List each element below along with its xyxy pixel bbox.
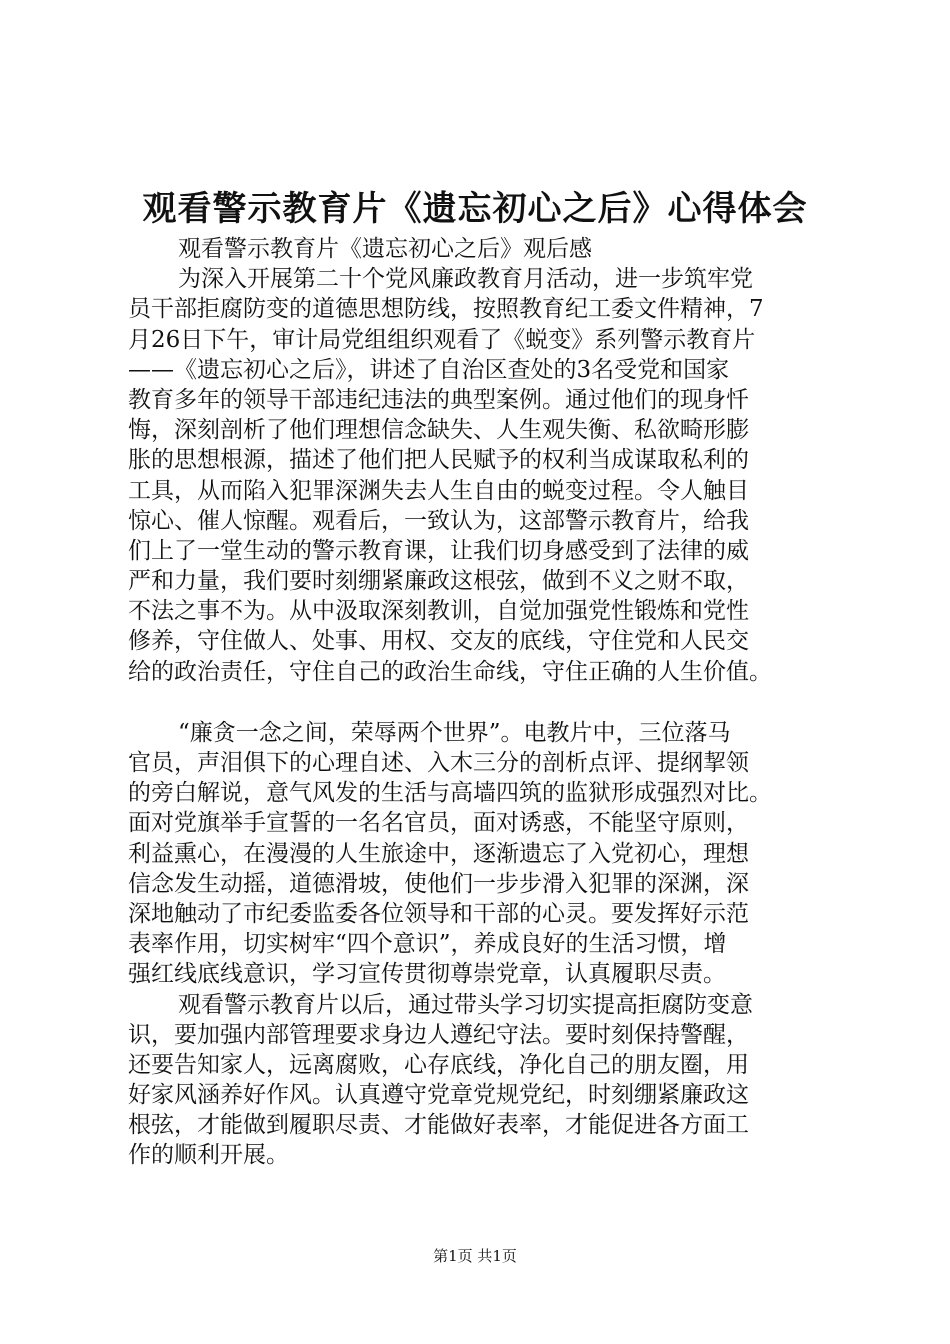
paragraph-1-line: 为深入开展第二十个党风廉政教育月活动，进一步筑牢党 xyxy=(178,266,753,293)
paragraph-3-line: 观看警示教育片以后，通过带头学习切实提高拒腐防变意 xyxy=(178,991,753,1018)
paragraph-1-line: 严和力量，我们要时刻绷紧廉政这根弦，做到不义之财不取， xyxy=(128,568,749,595)
paragraph-2-line: 官员，声泪俱下的心理自述、入木三分的剖析点评、提纲挈领 xyxy=(128,750,749,776)
document-subtitle: 观看警示教育片《遗忘初心之后》观后感 xyxy=(178,236,592,262)
paragraph-3-line: 作的顺利开展。 xyxy=(128,1142,289,1169)
document-body xyxy=(128,234,852,1171)
paragraph-1-line: 惊心、催人惊醒。观看后，一致认为，这部警示教育片，给我 xyxy=(128,507,749,534)
paragraph-1-line: 们上了一堂生动的警示教育课，让我们切身感受到了法律的威 xyxy=(128,537,749,564)
paragraph-3-line: 根弦，才能做到履职尽责、才能做好表率，才能促进各方面工 xyxy=(128,1112,749,1139)
paragraph-2-line: 强红线底线意识，学习宣传贯彻尊崇党章，认真履职尽责。 xyxy=(128,961,726,988)
paragraph-1-line: 工具，从而陷入犯罪深渊失去人生自由的蜕变过程。令人触目 xyxy=(128,477,749,504)
paragraph-2-line: 利益熏心，在漫漫的人生旅途中，逐渐遗忘了入党初心，理想 xyxy=(128,840,749,867)
paragraph-1-line: 教育多年的领导干部违纪违法的典型案例。通过他们的现身忏 xyxy=(128,386,749,413)
document-title: 观看警示教育片《遗忘初心之后》心得体会 xyxy=(142,189,808,229)
paragraph-1-line: 修养，守住做人、处事、用权、交友的底线，守住党和人民交 xyxy=(128,628,749,655)
paragraph-3-line: 好家风涵养好作风。认真遵守党章党规党纪，时刻绷紧廉政这 xyxy=(128,1082,749,1109)
paragraph-2-line: “廉贪一念之间，荣辱两个世界”。电教片中，三位落马 xyxy=(178,719,731,746)
paragraph-1-line: 胀的思想根源，描述了他们把人民赋予的权利当成谋取私利的 xyxy=(128,447,749,474)
paragraph-gap xyxy=(128,687,852,718)
paragraph-2-line: 面对党旗举手宣誓的一名名官员，面对诱惑，不能坚守原则， xyxy=(128,810,749,837)
paragraph-1-line: 不法之事不为。从中汲取深刻教训，自觉加强党性锻炼和党性 xyxy=(128,598,749,625)
paragraph-2-line: 表率作用，切实树牢“四个意识”，养成良好的生活习惯，增 xyxy=(128,931,727,958)
paragraph-2-line: 深地触动了市纪委监委各位领导和干部的心灵。要发挥好示范 xyxy=(128,900,749,927)
paragraph-3-line: 还要告知家人，远离腐败，心存底线，净化自己的朋友圈，用 xyxy=(128,1051,749,1078)
paragraph-1-line: 月26日下午，审计局党组组织观看了《蜕变》系列警示教育片 xyxy=(128,326,756,353)
paragraph-1-line: 给的政治责任，守住自己的政治生命线，守住正确的人生价值。 xyxy=(128,658,772,685)
paragraph-2-line: 信念发生动摇，道德滑坡，使他们一步步滑入犯罪的深渊，深 xyxy=(128,870,749,897)
paragraph-3-line: 识，要加强内部管理要求身边人遵纪守法。要时刻保持警醒， xyxy=(128,1021,749,1048)
paragraph-1-line: 悔，深刻剖析了他们理想信念缺失、人生观失衡、私欲畸形膨 xyxy=(128,417,749,444)
paragraph-1-line: ——《遗忘初心之后》，讲述了自治区查处的3名受党和国家 xyxy=(128,356,730,383)
paragraph-2-line: 的旁白解说，意气风发的生活与高墙四筑的监狱形成强烈对比。 xyxy=(128,780,772,807)
page-footer: 第1页 共1页 xyxy=(433,1247,517,1265)
paragraph-1-line: 员干部拒腐防变的道德思想防线，按照教育纪工委文件精神，7 xyxy=(128,296,764,323)
